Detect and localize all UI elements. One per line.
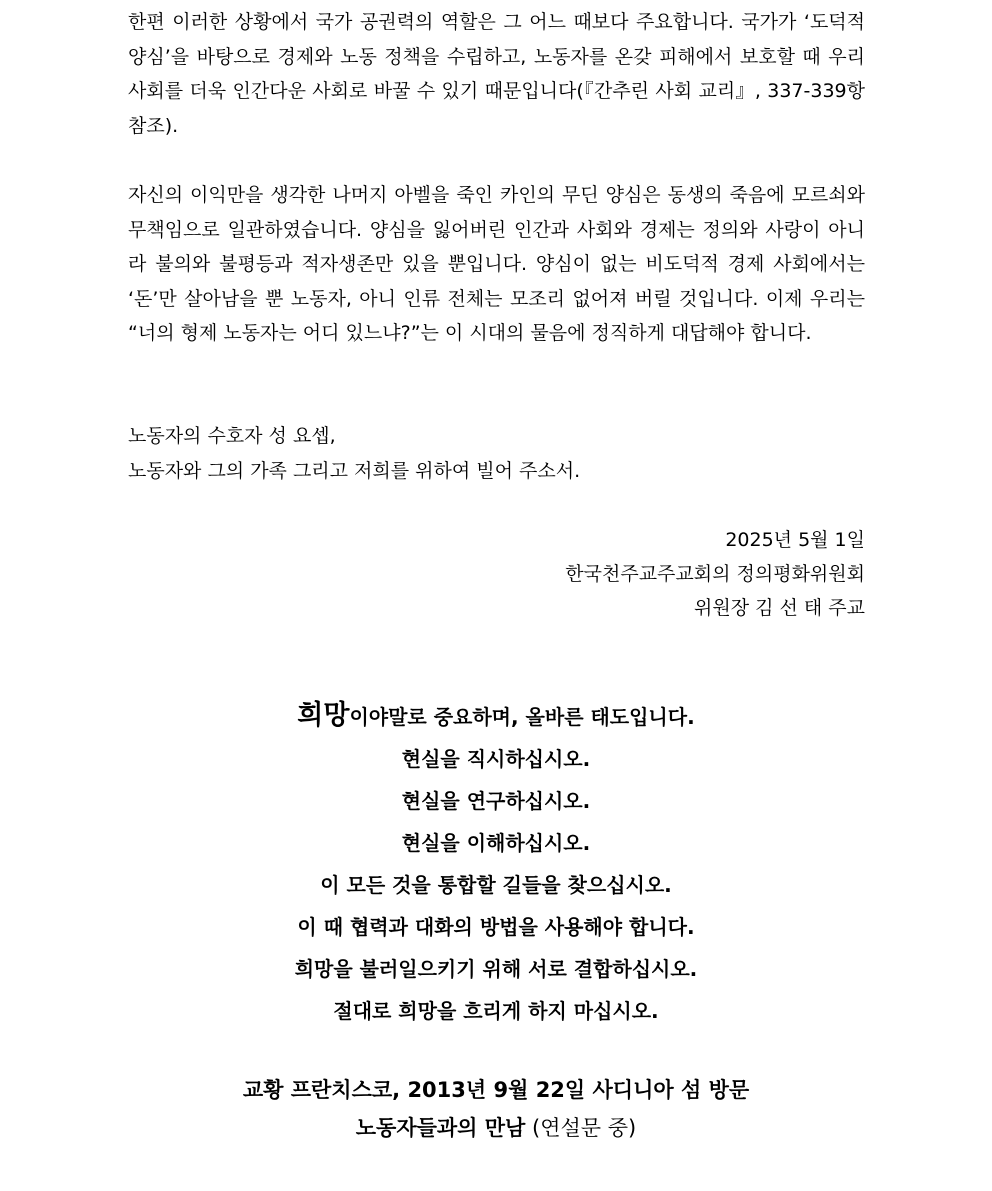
signature-block [565, 523, 865, 625]
prayer-line-1: 노동자의 수호자 성 요셉, [128, 425, 336, 447]
source-note: (연설문 중) [525, 1116, 637, 1140]
paragraph-text: 자신의 이익만을 생각한 나머지 아벨을 죽인 카인의 무딘 양심은 동생의 죽음에 모르쇠와 무책임으로 일관하였습니다. 양심을 잃어버린 인간과 사회와 경제는 정의와 사랑이 아니라 불의와 불평등과 적자생존만 있을 뿐입니다. 양심이 없는 비도덕적 경제 사회에서는 ‘돈’만 살아남을 뿐 노동자, 아니 인류 전체는 모조리 없어져 버릴 것입니다. 이제 우리는 “너의 형제 노동자는 어디 있느냐?”는 이 시대의 물음에 정직하게 대답해야 합니다. [128, 184, 865, 344]
signature-date: 2025년 5월 1일 [725, 529, 865, 551]
body-paragraph-2 [128, 178, 865, 351]
source-event: 노동자들과의 만남 [355, 1116, 526, 1140]
signature-signer: 위원장 김 선 태 주교 [694, 597, 865, 619]
quote-line-1 [0, 695, 992, 738]
quote-line: 현실을 연구하십시오. [401, 789, 591, 813]
quote-first-rest: 이야말로 중요하며, 올바른 태도입니다. [349, 705, 695, 729]
paragraph-text: 한편 이러한 상황에서 국가 공권력의 역할은 그 어느 때보다 주요합니다. 국가가 ‘도덕적 양심’을 바탕으로 경제와 노동 정책을 수립하고, 노동자를 온갖 피해에서 보호할 때 우리 사회를 더욱 인간다운 사회로 바꿀 수 있기 때문입니다(『간추린 사회 교리』, 337-339항 참조). [128, 11, 865, 137]
quote-line: 현실을 이해하십시오. [401, 831, 591, 855]
prayer-block [128, 419, 865, 488]
quote-line: 현실을 직시하십시오. [401, 747, 591, 771]
pope-quote [0, 695, 992, 1032]
quote-source [0, 1071, 992, 1147]
prayer-line-2: 노동자와 그의 가족 그리고 저희를 위하여 빌어 주소서. [128, 459, 581, 482]
quote-line: 이 때 협력과 대화의 방법을 사용해야 합니다. [297, 915, 695, 939]
source-line-2 [0, 1109, 992, 1147]
body-paragraph-1 [128, 5, 865, 143]
signature-organization: 한국천주교주교회의 정의평화위원회 [565, 563, 865, 585]
source-line-1: 교황 프란치스코, 2013년 9월 22일 사디니아 섬 방문 [242, 1078, 750, 1102]
quote-first-word: 희망 [297, 700, 350, 731]
quote-line: 희망을 불러일으키기 위해 서로 결합하십시오. [294, 957, 698, 981]
quote-line: 절대로 희망을 흐리게 하지 마십시오. [333, 999, 659, 1023]
quote-line: 이 모든 것을 통합할 길들을 찾으십시오. [320, 873, 672, 897]
